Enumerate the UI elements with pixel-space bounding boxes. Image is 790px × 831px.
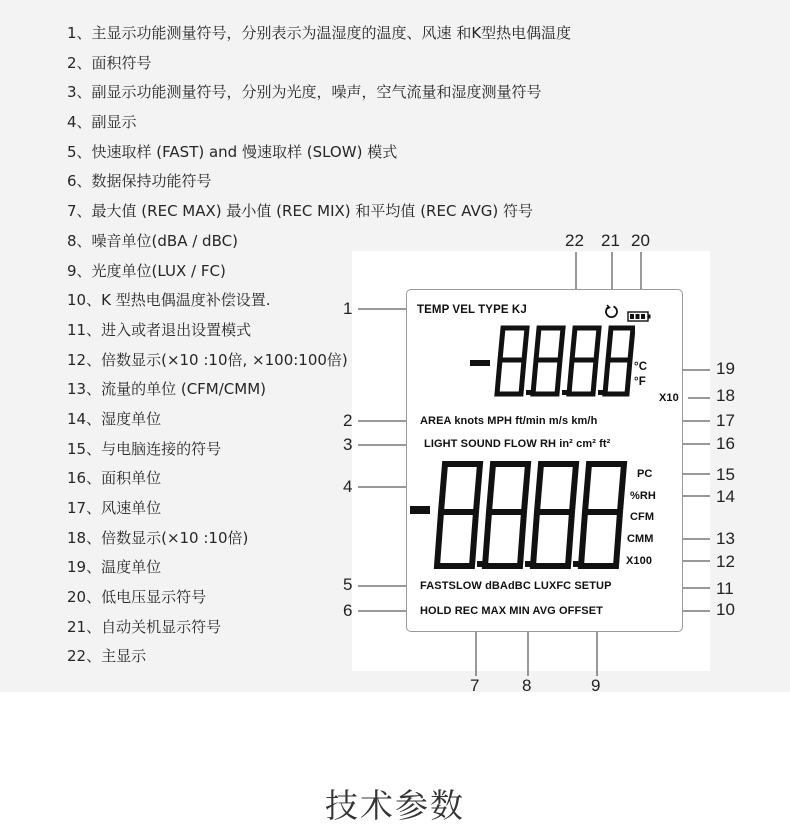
legend-item: 14、湿度单位 — [67, 409, 162, 428]
callout-15: 15 — [716, 465, 735, 484]
callout-22: 22 — [565, 231, 584, 250]
callout-19: 19 — [716, 359, 735, 378]
legend-item: 22、主显示 — [67, 647, 147, 666]
x10-indicator: X10 — [659, 392, 679, 404]
legend-item: 8、噪音单位(dBA / dBC) — [67, 231, 238, 250]
callout-11: 11 — [716, 579, 734, 598]
callout-2: 2 — [343, 411, 353, 430]
legend-item: 11、进入或者退出设置模式 — [67, 320, 252, 339]
legend-item: 12、倍数显示(×10 :10倍, ×100:100倍) — [67, 350, 348, 369]
legend-item: 2、面积符号 — [67, 53, 152, 72]
unit-celsius: °C — [634, 361, 648, 373]
callout-1: 1 — [343, 299, 353, 318]
legend-item: 19、温度单位 — [67, 558, 162, 577]
legend-item: 5、快速取样 (FAST) and 慢速取样 (SLOW) 模式 — [67, 142, 398, 161]
callout-9: 9 — [591, 676, 601, 695]
sub-display-digits — [410, 458, 628, 576]
legend-item: 6、数据保持功能符号 — [67, 172, 212, 191]
callout-12: 12 — [716, 552, 735, 571]
section-title: 技术参数 — [325, 786, 465, 825]
legend-item: 1、主显示功能测量符号，分别表示为温湿度的温度、风速 和K型热电偶温度 — [67, 24, 572, 42]
callout-21: 21 — [601, 231, 620, 250]
legend-item: 9、光度单位(LUX / FC) — [67, 261, 226, 280]
lcd-top-label: TEMP VEL TYPE KJ — [417, 304, 527, 316]
callout-14: 14 — [716, 487, 735, 506]
callout-16: 16 — [716, 434, 735, 453]
callout-6: 6 — [343, 601, 353, 620]
callout-3: 3 — [343, 435, 353, 454]
cfm-unit: CFM — [630, 511, 655, 523]
callout-4: 4 — [343, 477, 353, 496]
low-battery-icon — [627, 307, 651, 318]
legend-item: 17、风速单位 — [67, 499, 162, 517]
legend-item: 10、K 型热电偶温度补偿设置. — [67, 291, 271, 310]
legend-item: 13、流量的单位 (CFM/CMM) — [67, 380, 267, 399]
hold-row: HOLD REC MAX MIN AVG OFFSET — [420, 605, 603, 617]
legend-item: 20、低电压显示符号 — [67, 588, 207, 607]
mode-row: FASTSLOW dBAdBC LUXFC SETUP — [420, 580, 612, 592]
unit-fahrenheit: °F — [634, 376, 646, 388]
legend-item: 4、副显示 — [67, 113, 137, 132]
humidity-unit: %RH — [630, 490, 656, 502]
x100-indicator: X100 — [626, 555, 653, 567]
callout-13: 13 — [716, 529, 735, 548]
callout-10: 10 — [716, 600, 735, 619]
main-display-digits — [470, 322, 635, 402]
callout-8: 8 — [522, 676, 532, 695]
legend-item: 16、面积单位 — [67, 469, 162, 488]
callout-7: 7 — [470, 676, 480, 695]
legend-item: 21、自动关机显示符号 — [67, 617, 222, 636]
legend-item: 18、倍数显示(×10 :10倍) — [67, 528, 249, 547]
area-unit-row: AREA knots MPH ft/min m/s km/h — [420, 415, 598, 427]
function-symbol-row: LIGHT SOUND FLOW RH in² cm² ft² — [424, 438, 611, 450]
callout-20: 20 — [631, 231, 650, 250]
legend-item: 7、最大值 (REC MAX) 最小值 (REC MIX) 和平均值 (REC AVG) 符号 — [67, 202, 533, 221]
auto-power-off-icon — [604, 304, 619, 319]
callout-17: 17 — [716, 411, 735, 430]
legend-item: 3、副显示功能测量符号，分别为光度，噪声，空气流量和湿度测量符号 — [67, 83, 542, 102]
cmm-unit: CMM — [627, 533, 654, 545]
callout-18: 18 — [716, 386, 735, 405]
callout-5: 5 — [343, 575, 353, 594]
legend-item: 15、与电脑连接的符号 — [67, 439, 222, 458]
pc-connection-symbol: PC — [637, 468, 653, 480]
